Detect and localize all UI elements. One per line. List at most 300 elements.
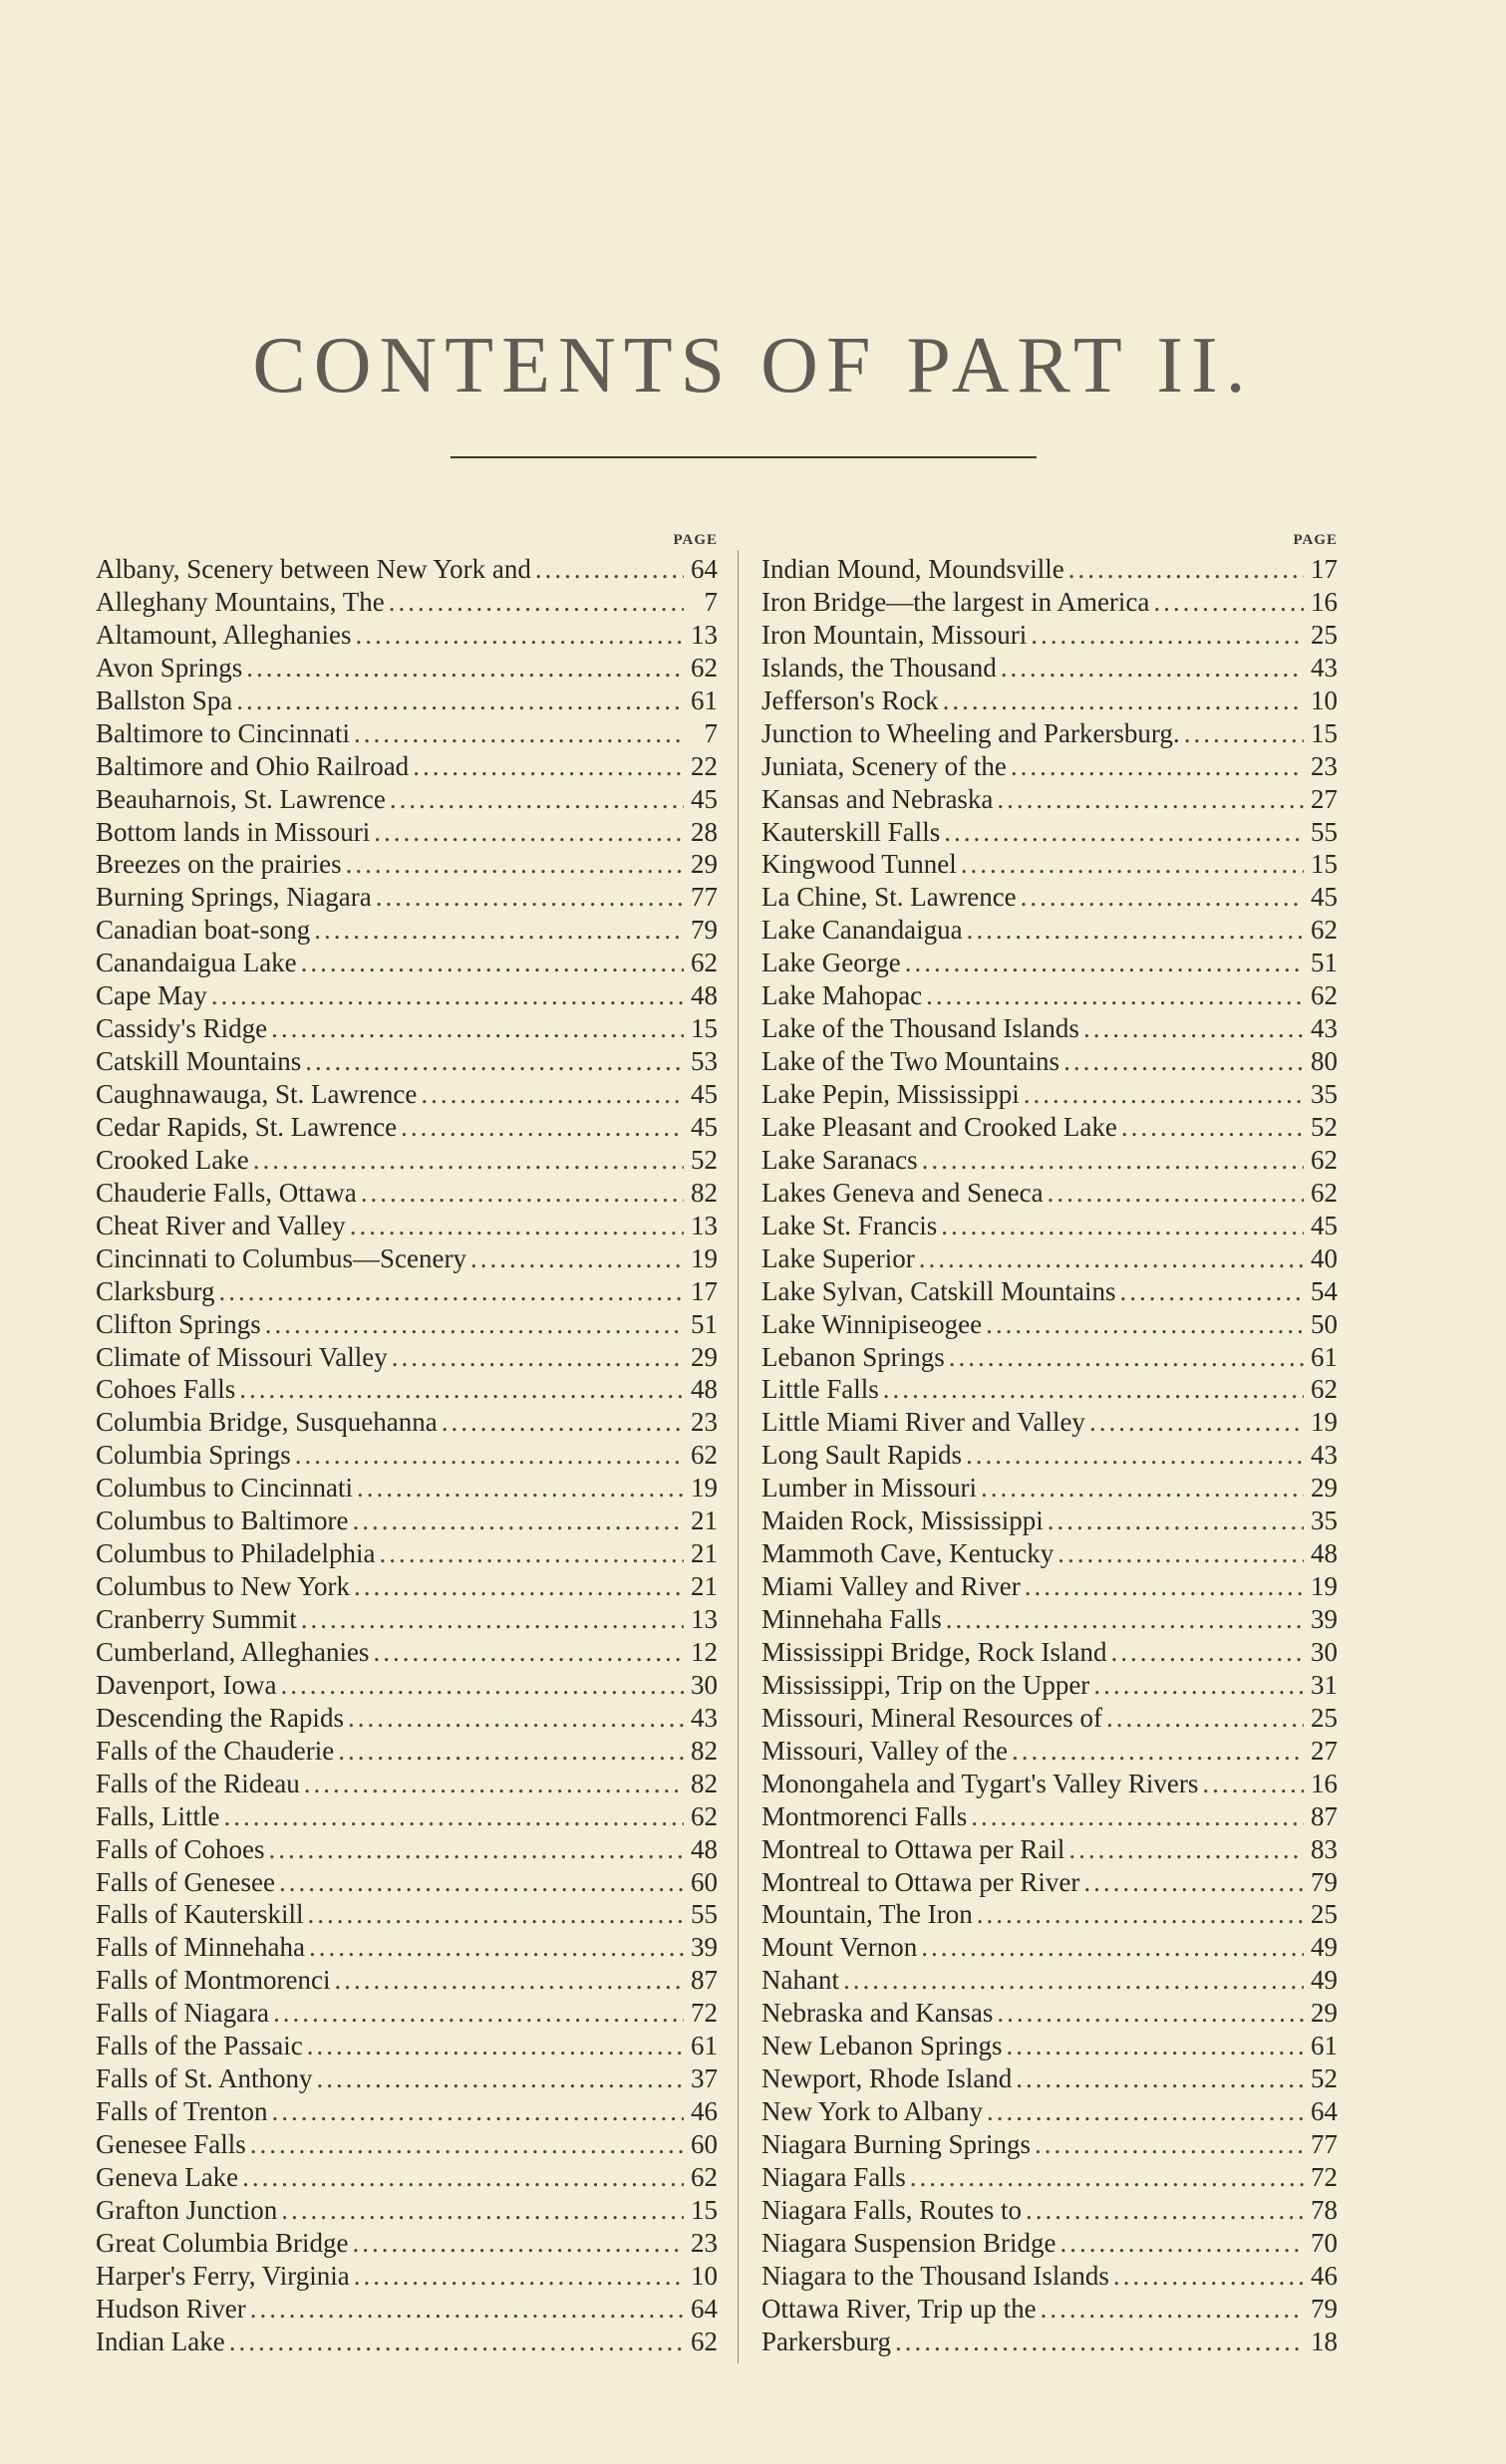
entry-label: Baltimore and Ohio Railroad [96, 750, 410, 781]
entry-page-number: 82 [691, 1177, 718, 1208]
entry-page-number: 45 [1311, 882, 1338, 913]
dot-leader [1011, 751, 1304, 782]
entry-label: Cheat River and Valley [96, 1210, 346, 1240]
dot-leader [224, 1801, 685, 1832]
entry-page-number: 48 [691, 1833, 718, 1864]
contents-entry [761, 1079, 1338, 1112]
dot-leader [309, 1932, 684, 1963]
dot-leader [353, 1506, 685, 1536]
entry-page-number: 25 [1311, 1899, 1338, 1930]
entry-label: Lake George [761, 948, 901, 978]
dot-leader [1184, 718, 1304, 749]
entry-label: Lake Canandaigua [761, 915, 963, 946]
dot-leader [1083, 1013, 1304, 1044]
entry-page-number: 15 [691, 1013, 718, 1044]
entry-page-number: 21 [691, 1506, 718, 1536]
entry-page-number: 62 [691, 2326, 718, 2356]
contents-entry [96, 2195, 718, 2228]
contents-entry [96, 2031, 718, 2063]
dot-leader [374, 817, 684, 848]
dot-leader [442, 1407, 684, 1438]
entry-label: Kauterskill Falls [761, 816, 941, 847]
dot-leader [967, 915, 1304, 946]
entry-label: Lake Winnipiseogee [761, 1308, 983, 1339]
entry-label: Cohoes Falls [96, 1374, 236, 1405]
dot-leader [314, 915, 684, 946]
contents-entry [761, 1145, 1338, 1178]
entry-label: Falls of Minnehaha [96, 1932, 305, 1963]
entry-page-number: 29 [1311, 1473, 1338, 1504]
entry-label: Falls of Kauterskill [96, 1899, 304, 1930]
contents-entry [761, 1998, 1338, 2031]
entry-label: Falls of St. Anthony [96, 2063, 313, 2094]
dot-leader [986, 1309, 1304, 1340]
entry-label: Lake Superior [761, 1242, 915, 1273]
contents-entry [761, 2096, 1338, 2129]
entry-page-number: 64 [691, 2293, 718, 2324]
dot-leader [354, 718, 684, 749]
dot-leader [981, 1473, 1304, 1504]
entry-page-number: 64 [1311, 2096, 1338, 2127]
dot-leader [1001, 653, 1304, 684]
entry-page-number: 45 [691, 1111, 718, 1142]
contents-entry [96, 1571, 718, 1604]
contents-entry [96, 1834, 718, 1867]
contents-entry [96, 718, 718, 751]
entry-page-number: 21 [691, 1571, 718, 1602]
entry-label: Maiden Rock, Mississippi [761, 1506, 1044, 1536]
entry-page-number: 77 [691, 882, 718, 913]
contents-entry [761, 1243, 1338, 1276]
entry-page-number: 55 [691, 1899, 718, 1930]
dot-leader [1057, 1538, 1304, 1569]
dot-leader [1089, 1407, 1304, 1438]
dot-leader [966, 1440, 1304, 1471]
entry-label: Genesee Falls [96, 2129, 246, 2159]
entry-page-number: 13 [691, 619, 718, 650]
dot-leader [921, 1932, 1304, 1963]
dot-leader [305, 1046, 684, 1077]
dot-leader [236, 685, 684, 716]
entry-label: Caughnawauga, St. Lawrence [96, 1079, 418, 1109]
contents-entry [96, 1309, 718, 1342]
entry-label: Climate of Missouri Valley [96, 1341, 388, 1372]
entry-label: Falls of the Rideau [96, 1768, 300, 1798]
entry-label: New York to Albany [761, 2096, 984, 2127]
dot-leader [535, 554, 684, 585]
contents-entry [96, 1801, 718, 1834]
dot-leader [1153, 587, 1304, 618]
entry-label: Montreal to Ottawa per River [761, 1866, 1080, 1897]
entry-label: Harper's Ferry, Virginia [96, 2260, 350, 2291]
dot-leader [1006, 2031, 1304, 2061]
entry-page-number: 61 [1311, 2031, 1338, 2061]
contents-entry [96, 1013, 718, 1046]
entry-label: Iron Mountain, Missouri [761, 619, 1028, 650]
dot-leader [242, 2162, 684, 2193]
entry-label: Clarksburg [96, 1275, 215, 1306]
contents-entry [761, 1046, 1338, 1079]
entry-page-number: 19 [1311, 1407, 1338, 1438]
entry-label: Missouri, Mineral Resources of [761, 1702, 1102, 1733]
entry-page-number: 10 [1311, 684, 1338, 715]
contents-entry [96, 1899, 718, 1932]
contents-entry [96, 2294, 718, 2327]
entry-label: Little Miami River and Valley [761, 1407, 1085, 1438]
dot-leader [389, 587, 684, 618]
contents-entry [761, 1867, 1338, 1900]
contents-entry [96, 554, 718, 587]
dot-leader [1111, 1637, 1304, 1668]
contents-entry [96, 1604, 718, 1637]
entry-page-number: 30 [1311, 1636, 1338, 1667]
entry-label: Burning Springs, Niagara [96, 882, 372, 913]
dot-leader [1048, 1178, 1304, 1209]
contents-entry [761, 1407, 1338, 1440]
contents-entry [761, 1112, 1338, 1145]
entry-page-number: 10 [691, 2260, 718, 2291]
entry-label: Lakes Geneva and Seneca [761, 1177, 1044, 1208]
contents-entry [96, 1965, 718, 1998]
dot-leader [944, 817, 1304, 848]
dot-leader [301, 1604, 684, 1635]
entry-page-number: 80 [1311, 1046, 1338, 1077]
entry-label: Falls of the Chauderie [96, 1735, 335, 1766]
contents-entry [96, 1736, 718, 1769]
entry-label: Great Columbia Bridge [96, 2227, 349, 2258]
contents-entry [96, 948, 718, 980]
contents-entry [761, 882, 1338, 915]
entry-page-number: 40 [1311, 1242, 1338, 1273]
entry-page-number: 79 [691, 915, 718, 946]
entry-label: Columbia Bridge, Susquehanna [96, 1407, 438, 1438]
contents-entry [96, 2162, 718, 2195]
contents-entry [96, 1046, 718, 1079]
contents-entry [761, 653, 1338, 685]
entry-page-number: 60 [691, 1866, 718, 1897]
entry-label: Islands, the Thousand [761, 652, 997, 683]
entry-label: Geneva Lake [96, 2161, 239, 2192]
contents-entry [96, 2096, 718, 2129]
entry-page-number: 17 [691, 1275, 718, 1306]
contents-entry [96, 980, 718, 1013]
entry-page-number: 22 [691, 750, 718, 781]
contents-entry [761, 2162, 1338, 2195]
dot-leader [301, 948, 684, 978]
entry-page-number: 16 [1311, 1768, 1338, 1798]
entry-label: Falls of Montmorenci [96, 1965, 331, 1996]
entry-label: Montmorenci Falls [761, 1800, 968, 1831]
contents-entry [96, 1342, 718, 1375]
dot-leader [919, 1243, 1304, 1274]
entry-label: Crooked Lake [96, 1144, 249, 1175]
entry-page-number: 62 [691, 2161, 718, 2192]
entry-page-number: 54 [1311, 1275, 1338, 1306]
entry-page-number: 23 [691, 1407, 718, 1438]
entry-page-number: 52 [1311, 1111, 1338, 1142]
column-divider [738, 550, 739, 2363]
contents-entry [96, 1374, 718, 1407]
contents-entry [96, 1440, 718, 1473]
contents-entry [96, 817, 718, 850]
entry-label: Nebraska and Kansas [761, 1998, 994, 2029]
entry-page-number: 23 [1311, 750, 1338, 781]
entry-page-number: 45 [1311, 1210, 1338, 1240]
contents-entry [761, 1670, 1338, 1703]
entry-page-number: 48 [691, 1374, 718, 1405]
entry-label: Mississippi, Trip on the Upper [761, 1669, 1090, 1700]
contents-entry [761, 849, 1338, 882]
dot-leader [239, 1374, 684, 1405]
entry-page-number: 45 [691, 1079, 718, 1109]
contents-entry [761, 1769, 1338, 1801]
contents-entry [96, 1670, 718, 1703]
contents-entry [96, 2129, 718, 2162]
entry-page-number: 52 [691, 1144, 718, 1175]
entry-label: Lake St. Francis [761, 1210, 938, 1240]
dot-leader [1012, 1736, 1304, 1767]
contents-entry [96, 1538, 718, 1571]
contents-entry [761, 1899, 1338, 1932]
entry-label: Mount Vernon [761, 1932, 918, 1963]
page-column-header: PAGE [673, 532, 718, 548]
entry-label: Lake Pepin, Mississippi [761, 1079, 1020, 1109]
contents-entry [761, 2261, 1338, 2294]
dot-leader [977, 1899, 1304, 1930]
entry-page-number: 62 [1311, 915, 1338, 946]
contents-entry [96, 1211, 718, 1243]
entry-label: Lake Mahopac [761, 980, 923, 1011]
contents-entry [761, 784, 1338, 817]
entry-label: Altamount, Alleghanies [96, 619, 352, 650]
dot-leader [361, 1178, 684, 1209]
dot-leader [470, 1243, 684, 1274]
entry-page-number: 82 [691, 1735, 718, 1766]
contents-entry [761, 2129, 1338, 2162]
entry-page-number: 19 [691, 1242, 718, 1273]
entry-page-number: 30 [691, 1669, 718, 1700]
entry-label: Lake of the Two Mountains [761, 1046, 1060, 1077]
entry-label: Lake Saranacs [761, 1144, 918, 1175]
entry-page-number: 35 [1311, 1506, 1338, 1536]
contents-entry [96, 1637, 718, 1670]
contents-column-left [96, 532, 718, 2359]
entry-page-number: 62 [1311, 1144, 1338, 1175]
entry-page-number: 15 [1311, 849, 1338, 880]
contents-entry [761, 948, 1338, 980]
dot-leader [250, 2129, 684, 2160]
entry-page-number: 62 [691, 1800, 718, 1831]
entry-page-number: 83 [1311, 1833, 1338, 1864]
dot-leader [281, 2195, 684, 2226]
dot-leader [273, 1998, 684, 2029]
dot-leader [1026, 2195, 1304, 2226]
dot-leader [1119, 1276, 1304, 1307]
entry-label: Cassidy's Ridge [96, 1013, 268, 1044]
dot-leader [1121, 1112, 1304, 1143]
contents-entry [761, 2195, 1338, 2228]
contents-entry [96, 653, 718, 685]
entry-page-number: 72 [691, 1998, 718, 2029]
contents-entry [96, 1407, 718, 1440]
entry-page-number: 72 [1311, 2161, 1338, 2192]
entry-page-number: 70 [1311, 2227, 1338, 2258]
dot-leader [1106, 1703, 1304, 1734]
entry-page-number: 60 [691, 2129, 718, 2159]
contents-entry [96, 882, 718, 915]
contents-entry [96, 2261, 718, 2294]
entry-label: Cumberland, Alleghanies [96, 1636, 370, 1667]
dot-leader [895, 2327, 1304, 2357]
contents-entry [96, 2228, 718, 2261]
dot-leader [1016, 2063, 1304, 2094]
contents-entry [96, 1703, 718, 1736]
entry-label: Columbia Springs [96, 1440, 291, 1471]
contents-entry [761, 554, 1338, 587]
entry-label: Niagara to the Thousand Islands [761, 2260, 1109, 2291]
contents-entry [761, 2327, 1338, 2359]
entry-page-number: 23 [691, 2227, 718, 2258]
entry-page-number: 87 [1311, 1800, 1338, 1831]
entry-label: Niagara Falls [761, 2161, 906, 2192]
dot-leader [1083, 1867, 1304, 1898]
dot-leader [307, 1899, 684, 1930]
dot-leader [1021, 882, 1304, 913]
entry-page-number: 13 [691, 1604, 718, 1634]
contents-entry [96, 751, 718, 784]
dot-leader [1059, 2228, 1304, 2259]
entry-page-number: 29 [691, 849, 718, 880]
entry-label: Parkersburg [761, 2326, 891, 2356]
dot-leader [941, 1211, 1304, 1241]
entry-label: Chauderie Falls, Ottawa [96, 1177, 357, 1208]
contents-entry [761, 1506, 1338, 1538]
contents-entry [96, 2063, 718, 2096]
entry-page-number: 50 [1311, 1308, 1338, 1339]
contents-entry [96, 1276, 718, 1309]
dot-leader [905, 948, 1304, 978]
dot-leader [307, 2031, 684, 2061]
entry-label: Minnehaha Falls [761, 1604, 942, 1634]
title-rule [451, 456, 1037, 458]
entry-label: Jefferson's Rock [761, 684, 939, 715]
contents-entry [761, 1965, 1338, 1998]
entry-label: Mountain, The Iron [761, 1899, 973, 1930]
entry-label: Ottawa River, Trip up the [761, 2293, 1037, 2324]
contents-entry [96, 915, 718, 948]
entry-label: Descending the Rapids [96, 1702, 344, 1733]
entry-label: Mammoth Cave, Kentucky [761, 1538, 1054, 1569]
entry-label: Falls of the Passaic [96, 2031, 303, 2061]
entry-label: Cedar Rapids, St. Lawrence [96, 1111, 398, 1142]
entry-page-number: 43 [691, 1702, 718, 1733]
entry-label: Albany, Scenery between New York and [96, 554, 531, 584]
entry-label: Alleghany Mountains, The [96, 586, 385, 617]
entry-page-number: 62 [691, 948, 718, 978]
entry-page-number: 29 [1311, 1998, 1338, 2029]
entry-page-number: 28 [691, 816, 718, 847]
entry-label: Indian Mound, Moundsville [761, 554, 1064, 584]
entry-label: Falls of Genesee [96, 1866, 275, 1897]
entry-page-number: 62 [1311, 980, 1338, 1011]
entry-page-number: 45 [691, 783, 718, 814]
dot-leader [997, 784, 1304, 815]
dot-leader [211, 980, 684, 1011]
entry-label: Lake of the Thousand Islands [761, 1013, 1079, 1044]
contents-entry [761, 718, 1338, 751]
entry-label: Cranberry Summit [96, 1604, 297, 1634]
dot-leader [376, 882, 684, 913]
entry-label: Missouri, Valley of the [761, 1735, 1008, 1766]
contents-entry [761, 1801, 1338, 1834]
entry-page-number: 46 [691, 2096, 718, 2127]
dot-leader [910, 2162, 1304, 2193]
contents-entry [761, 1604, 1338, 1637]
entry-label: Long Sault Rapids [761, 1440, 962, 1471]
dot-leader [1068, 1834, 1304, 1865]
contents-entry [761, 1571, 1338, 1604]
entry-page-number: 39 [1311, 1604, 1338, 1634]
entry-page-number: 39 [691, 1932, 718, 1963]
contents-entry [96, 1867, 718, 1900]
entry-label: Falls of Trenton [96, 2096, 268, 2127]
entry-page-number: 25 [1311, 619, 1338, 650]
contents-entry [761, 2063, 1338, 2096]
dot-leader [1113, 2261, 1304, 2292]
entry-page-number: 62 [1311, 1374, 1338, 1405]
contents-column-right [761, 532, 1338, 2359]
contents-entry [761, 817, 1338, 850]
entry-page-number: 43 [1311, 1440, 1338, 1471]
entry-label: Clifton Springs [96, 1308, 261, 1339]
entry-label: Hudson River [96, 2293, 246, 2324]
dot-leader [229, 2327, 684, 2357]
entry-page-number: 61 [691, 2031, 718, 2061]
entry-page-number: 53 [691, 1046, 718, 1077]
dot-leader [946, 1604, 1304, 1635]
entry-page-number: 35 [1311, 1079, 1338, 1109]
dot-leader [269, 1834, 684, 1865]
entry-page-number: 79 [1311, 1866, 1338, 1897]
dot-leader [373, 1637, 684, 1668]
entry-label: Falls of Cohoes [96, 1833, 265, 1864]
entry-label: Cape May [96, 980, 207, 1011]
entry-page-number: 13 [691, 1210, 718, 1240]
entry-label: Lake Pleasant and Crooked Lake [761, 1111, 1117, 1142]
entry-page-number: 82 [691, 1768, 718, 1798]
contents-entry [761, 685, 1338, 718]
dot-leader [350, 1211, 684, 1241]
entry-page-number: 21 [691, 1538, 718, 1569]
contents-entry [761, 1342, 1338, 1375]
contents-entry [761, 751, 1338, 784]
contents-entry [96, 1079, 718, 1112]
dot-leader [1024, 1079, 1304, 1110]
entry-label: Kingwood Tunnel [761, 849, 957, 880]
contents-entry [761, 1932, 1338, 1965]
entry-page-number: 18 [1311, 2326, 1338, 2356]
dot-leader [317, 2063, 684, 2094]
entry-page-number: 51 [1311, 948, 1338, 978]
entry-label: Baltimore to Cincinnati [96, 717, 350, 748]
entry-page-number: 7 [704, 717, 718, 748]
contents-entry [96, 1145, 718, 1178]
entry-page-number: 87 [691, 1965, 718, 1996]
entry-label: Miami Valley and River [761, 1571, 1021, 1602]
contents-entry [761, 1211, 1338, 1243]
dot-leader [1093, 1670, 1304, 1701]
entry-label: Cincinnati to Columbus—Scenery [96, 1242, 466, 1273]
